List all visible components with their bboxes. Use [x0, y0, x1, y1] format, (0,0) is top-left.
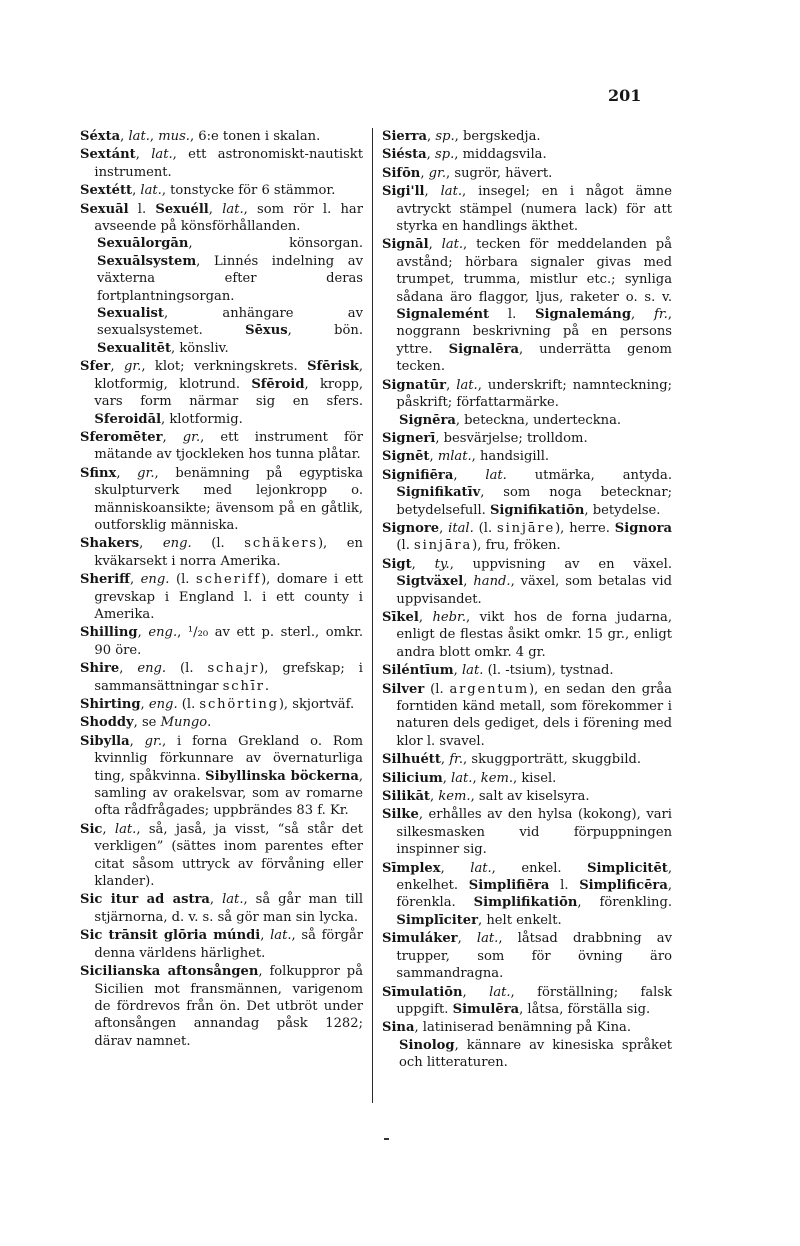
entry-headword: Sicilianska aftonsången — [80, 964, 259, 980]
entry-headword: Silke — [382, 807, 419, 823]
abbreviation: ty. — [434, 556, 450, 572]
abbreviation: fr. — [653, 307, 668, 323]
abbreviation: sp. — [435, 129, 455, 144]
dictionary-entry: Shilling, eng., ¹/₂₀ av ett p. sterl., omkr. 90 öre. — [80, 625, 364, 658]
dictionary-entry: Sfer, gr., klot; verkningskrets. Sfērisk, klotformig, klotrund. Sfēroid, kropp, vars form närmar sig en sfers. Sferoidāl, klotformig. — [80, 359, 363, 427]
dictionary-entry: Sibylla, gr., i forna Grekland o. Rom kvinnlig förkunnare av övernaturliga ting, spåkvinna. Sibyllinska böckerna, samling av orakelsvar, som av romarne ofta rådfrågades; uppbrändes 83 f. Kr. — [80, 733, 364, 819]
sub-headword: Signifikatīv — [396, 485, 481, 501]
dictionary-entry: Sfinx, gr., benämning på egyptiska skulpturverk med lejonkropp o. människoansikte; ävensom på en gåtlik, outforsklig människa. — [80, 465, 363, 533]
dictionary-entry: Signatūr, lat., underskrift; namnteckning; påskrift; författarmärke. Signēra, beteckna, underteckna. — [382, 377, 673, 428]
entry-headword: Siléntīum — [382, 663, 454, 679]
sub-headword: Signalemáng — [535, 307, 631, 323]
pronunciation: schīr — [222, 678, 265, 694]
sub-headword: Simulēra — [452, 1001, 520, 1017]
sub-headword: Signora — [614, 520, 672, 536]
abbreviation: lat. — [114, 821, 137, 837]
entry-headword: Sīkel — [382, 609, 419, 625]
entry-subparagraph: Sexualist, anhängare av sexualsystemet. Sēxus, bön. Sexualitēt, könsliv. — [97, 306, 363, 356]
entry-headword: Sferomēter — [80, 429, 163, 445]
sub-headword: Sibyllinska böckerna — [205, 768, 359, 784]
abbreviation: gr. — [123, 359, 142, 375]
abbreviation: lat. — [451, 770, 473, 786]
sub-headword: Sexualist — [97, 306, 164, 322]
sub-headword: Signēra — [399, 412, 456, 428]
abbreviation: lat. — [470, 860, 492, 876]
sub-headword: Sexuālorgān — [97, 236, 189, 252]
abbreviation: fr. — [449, 752, 464, 768]
entry-headword: Silicium — [382, 770, 443, 786]
abbreviation: Mungo — [160, 715, 208, 731]
abbreviation: kem. — [438, 789, 471, 805]
dictionary-entry: Sīmulatiōn, lat., förställning; falsk uppgift. Simulēra, låtsa, förställa sig. — [382, 984, 673, 1017]
dictionary-entry: Sic, lat., så, jaså, ja visst, “så står det verkligen” (sättes inom parentes efter citat såsom uttryck av förvåning eller klander). — [80, 821, 364, 890]
entry-headword: Sic — [80, 821, 103, 837]
entry-subparagraph: Sexuālorgān, könsorgan. Sexuālsystem, Linnés indelning av växterna efter deras fortplantningsorgan. — [97, 236, 363, 304]
sub-headword: Simplificēra — [579, 878, 668, 894]
abbreviation: lat. — [222, 201, 244, 217]
entry-headword: Sigt — [382, 556, 412, 572]
left-column — [80, 128, 363, 1051]
abbreviation: gr. — [428, 165, 447, 181]
entry-headword: Sexuāl — [80, 201, 129, 217]
dictionary-entry: Silicium, lat., kem., kisel. — [382, 770, 557, 786]
dictionary-entry: Sīkel, hebr., vikt hos de forna judarna, enligt de flestas åsikt omkr. 15 gr., enligt andra blott omkr. 4 gr. — [382, 609, 672, 660]
abbreviation: gr. — [182, 429, 201, 445]
dictionary-entry: Shakers, eng. (l. schäkers), en kväkarsekt i norra Amerika. — [80, 536, 363, 569]
pronunciation: sinjāra — [414, 538, 473, 554]
sub-headword: Simplicitēt — [587, 860, 668, 876]
entry-headword: Sheriff — [80, 572, 130, 588]
right-column — [382, 128, 672, 1073]
dictionary-entry: Signāl, lat., tecken för meddelanden på avstånd; hörbara signaler givas med trumpet, trumma, mistlur etc.; synliga sådana äro flaggor, ljus, raketer o. s. v. Signalemént l. Signalemáng, fr., noggrann beskrivning på en persons yttre. Signalēra, underrätta genom tecken. — [382, 237, 672, 375]
entry-headword: Shirting — [80, 697, 141, 712]
dictionary-entry: Sīmplex, lat., enkel. Simplicitēt, enkelhet. Simplifiēra l. Simplificēra, förenkla. Simplifikatiōn, förenkling. Simplīciter, helt enkelt. — [382, 860, 673, 928]
page-number: 201 — [608, 86, 642, 105]
abbreviation: lat. — [461, 663, 484, 679]
entry-headword: Silver — [382, 681, 425, 697]
abbreviation: lat. — [476, 931, 499, 947]
entry-headword: Sina — [382, 1020, 415, 1036]
column-rule — [372, 128, 373, 1103]
entry-headword: Séxta — [80, 129, 121, 144]
entry-headword: Sfinx — [80, 465, 117, 481]
sub-headword: Sexuéll — [155, 201, 209, 217]
dictionary-entry: Siésta, sp., middagsvila. — [382, 147, 547, 163]
dictionary-entry: Sextánt, lat., ett astronomiskt-nautiskt instrument. — [80, 147, 363, 180]
pronunciation: schörting — [199, 697, 279, 712]
sub-headword: Sferoidāl — [94, 411, 162, 427]
sub-headword: Signalēra — [448, 341, 519, 357]
entry-headword: Sic itur ad astra — [80, 892, 210, 908]
dictionary-entry: Sic itur ad astra, lat., så går man till stjärnorna, d. v. s. så gör man sin lycka. — [80, 892, 364, 925]
abbreviation: ital. — [448, 520, 474, 536]
abbreviation: lat. — [128, 129, 150, 144]
abbreviation: lat. — [222, 892, 244, 908]
dictionary-entry: Sierra, sp., bergskedja. — [382, 129, 541, 144]
abbreviation: kem. — [480, 770, 514, 786]
entry-headword: Simuláker — [382, 931, 458, 947]
dictionary-entry: Simuláker, lat., låtsad drabbning av trupper, som för övning äro sammandragna. — [382, 931, 672, 982]
abbreviation: eng. — [148, 625, 178, 641]
abbreviation: lat. — [489, 984, 511, 1000]
entry-subparagraph: Signēra, beteckna, underteckna. — [399, 412, 622, 428]
dictionary-entry: Sicilianska aftonsången, folkuppror på Sicilien mot fransmännen, varigenom de fördrevos från ön. Det utbröt under aftonsången annandag påsk 1282; därav namnet. — [80, 964, 363, 1049]
dictionary-entry: Shire, eng. (l. schajr), grefskap; i sammansättningar schīr. — [80, 661, 363, 694]
dictionary-entry: Signerī, besvärjelse; trolldom. — [382, 430, 588, 446]
entry-headword: Sīmulatiōn — [382, 984, 463, 1000]
entry-headword: Signerī — [382, 430, 436, 446]
entry-headword: Signēt — [382, 449, 430, 465]
entry-headword: Shakers — [80, 536, 140, 552]
entry-headword: Sibylla — [80, 733, 130, 749]
entry-headword: Signifiēra — [382, 467, 454, 483]
entry-headword: Sigi'll — [382, 184, 425, 200]
abbreviation: lat. — [485, 467, 507, 483]
abbreviation: hebr. — [432, 609, 466, 625]
entry-headword: Sextétt — [80, 183, 133, 199]
abbreviation: eng. — [148, 697, 178, 712]
entry-headword: Silhuétt — [382, 752, 441, 768]
abbreviation: lat. — [440, 184, 463, 200]
dictionary-entry: Sexuāl l. Sexuéll, lat., som rör l. har avseende på könsförhållanden. Sexuālorgān, könsorgan. Sexuālsystem, Linnés indelning av växterna efter deras fortplantningsorgan. Sexualist, anhängare av sexualsystemet. Sēxus, bön. Sexualitēt, könsliv. — [80, 201, 363, 356]
stray-mark — [384, 1138, 389, 1140]
sub-headword: Sigtväxel — [396, 574, 464, 590]
sub-headword: Sfēroid — [251, 376, 305, 392]
entry-headword: Sifōn — [382, 165, 421, 181]
entry-headword: Siésta — [382, 147, 427, 163]
sub-headword: Sēxus — [245, 323, 288, 339]
abbreviation: lat. — [270, 928, 292, 944]
abbreviation: lat. — [456, 377, 478, 393]
dictionary-entry: Sheriff, eng. (l. scheriff), domare i ett grevskap i England l. i ett county i Amerika. — [80, 572, 363, 622]
pronunciation: argentum — [449, 681, 529, 697]
dictionary-entry: Signifiēra, lat. utmärka, antyda. Signifikatīv, som noga betecknar; betydelsefull. Signifikatiōn, betydelse. — [382, 467, 673, 518]
abbreviation: lat. — [151, 147, 173, 163]
abbreviation: hand. — [473, 574, 511, 590]
dictionary-entry: Sextétt, lat., tonstycke för 6 stämmor. — [80, 183, 336, 199]
entry-headword: Sierra — [382, 129, 428, 144]
entry-headword: Signāl — [382, 237, 429, 253]
entry-headword: Sic trānsit glōria múndi — [80, 928, 261, 944]
pronunciation: schäkers — [244, 536, 318, 552]
abbreviation: gr. — [144, 733, 163, 749]
abbreviation: eng. — [162, 536, 192, 552]
entry-headword: Sextánt — [80, 147, 136, 163]
abbreviation: lat. — [140, 183, 162, 199]
entry-headword: Shire — [80, 661, 120, 677]
entry-headword: Sfer — [80, 359, 111, 375]
dictionary-entry: Siléntīum, lat. (l. -tsium), tystnad. — [382, 663, 614, 679]
dictionary-entry: Silke, erhålles av den hylsa (kokong), vari silkesmasken vid förpuppningen inspinner sig. — [382, 807, 672, 858]
sub-headword: Simplifiēra — [468, 878, 550, 894]
abbreviation: sp. — [435, 147, 455, 163]
pronunciation: scheriff — [196, 572, 262, 588]
dictionary-entry: Sferomēter, gr., ett instrument för mätande av tjockleken hos tunna plåtar. — [80, 429, 363, 463]
dictionary-entry: Sigi'll, lat., insegel; en i något ämne avtryckt stämpel (numera lack) för att styrka en handlings äkthet. — [382, 184, 672, 235]
dictionary-entry: Sic trānsit glōria múndi, lat., så förgår denna världens härlighet. — [80, 928, 364, 961]
entry-headword: Signatūr — [382, 377, 447, 393]
entry-headword: Sīmplex — [382, 860, 441, 876]
abbreviation: mus. — [158, 129, 190, 144]
pronunciation: schajr — [207, 661, 260, 677]
dictionary-entry: Sina, latiniserad benämning på Kina. Sinolog, kännare av kinesiska språket och litteraturen. — [382, 1020, 672, 1071]
abbreviation: eng. — [137, 661, 167, 677]
abbreviation: eng. — [140, 572, 170, 588]
sub-headword: Simplīciter — [396, 912, 479, 928]
entry-headword: Silikāt — [382, 789, 430, 805]
entry-subparagraph: Sinolog, kännare av kinesiska språket och litteraturen. — [399, 1037, 672, 1071]
dictionary-entry: Silver (l. argentum), en sedan den gråa forntiden känd metall, som förekommer i naturen dels gediget, dels i förening med klor l. svavel. — [382, 681, 672, 749]
dictionary-entry: Shirting, eng. (l. schörting), skjortväf. — [80, 697, 355, 712]
entry-headword: Shoddy — [80, 715, 134, 731]
entry-headword: Shilling — [80, 625, 138, 641]
dictionary-entry: Silikāt, kem., salt av kiselsyra. — [382, 789, 590, 805]
abbreviation: lat. — [441, 237, 464, 253]
sub-headword: Sfērisk — [307, 359, 359, 375]
dictionary-entry: Signēt, mlat., handsigill. — [382, 449, 550, 465]
dictionary-entry: Sifōn, gr., sugrör, hävert. — [382, 165, 553, 181]
sub-headword: Sinolog — [399, 1037, 455, 1053]
sub-headword: Sexuālsystem — [97, 253, 197, 269]
abbreviation: mlat. — [437, 449, 472, 465]
sub-headword: Signalemént — [396, 307, 490, 323]
pronunciation: sinjāre — [497, 520, 556, 536]
entry-headword: Signore — [382, 520, 440, 536]
abbreviation: gr. — [137, 465, 155, 481]
dictionary-entry: Signore, ital. (l. sinjāre), herre. Signora (l. sinjāra), fru, fröken. — [382, 520, 672, 554]
sub-headword: Signifikatiōn — [489, 502, 585, 518]
dictionary-entry: Séxta, lat., mus., 6:e tonen i skalan. — [80, 129, 321, 144]
dictionary-entry: Sigt, ty., uppvisning av en växel. Sigtväxel, hand., växel, som betalas vid uppvisandet. — [382, 556, 672, 607]
dictionary-entry: Shoddy, se Mungo. — [80, 715, 212, 731]
dictionary-entry: Silhuétt, fr., skuggporträtt, skuggbild. — [382, 752, 642, 768]
sub-headword: Simplifikatiōn — [473, 895, 578, 911]
sub-headword: Sexualitēt — [97, 340, 171, 356]
